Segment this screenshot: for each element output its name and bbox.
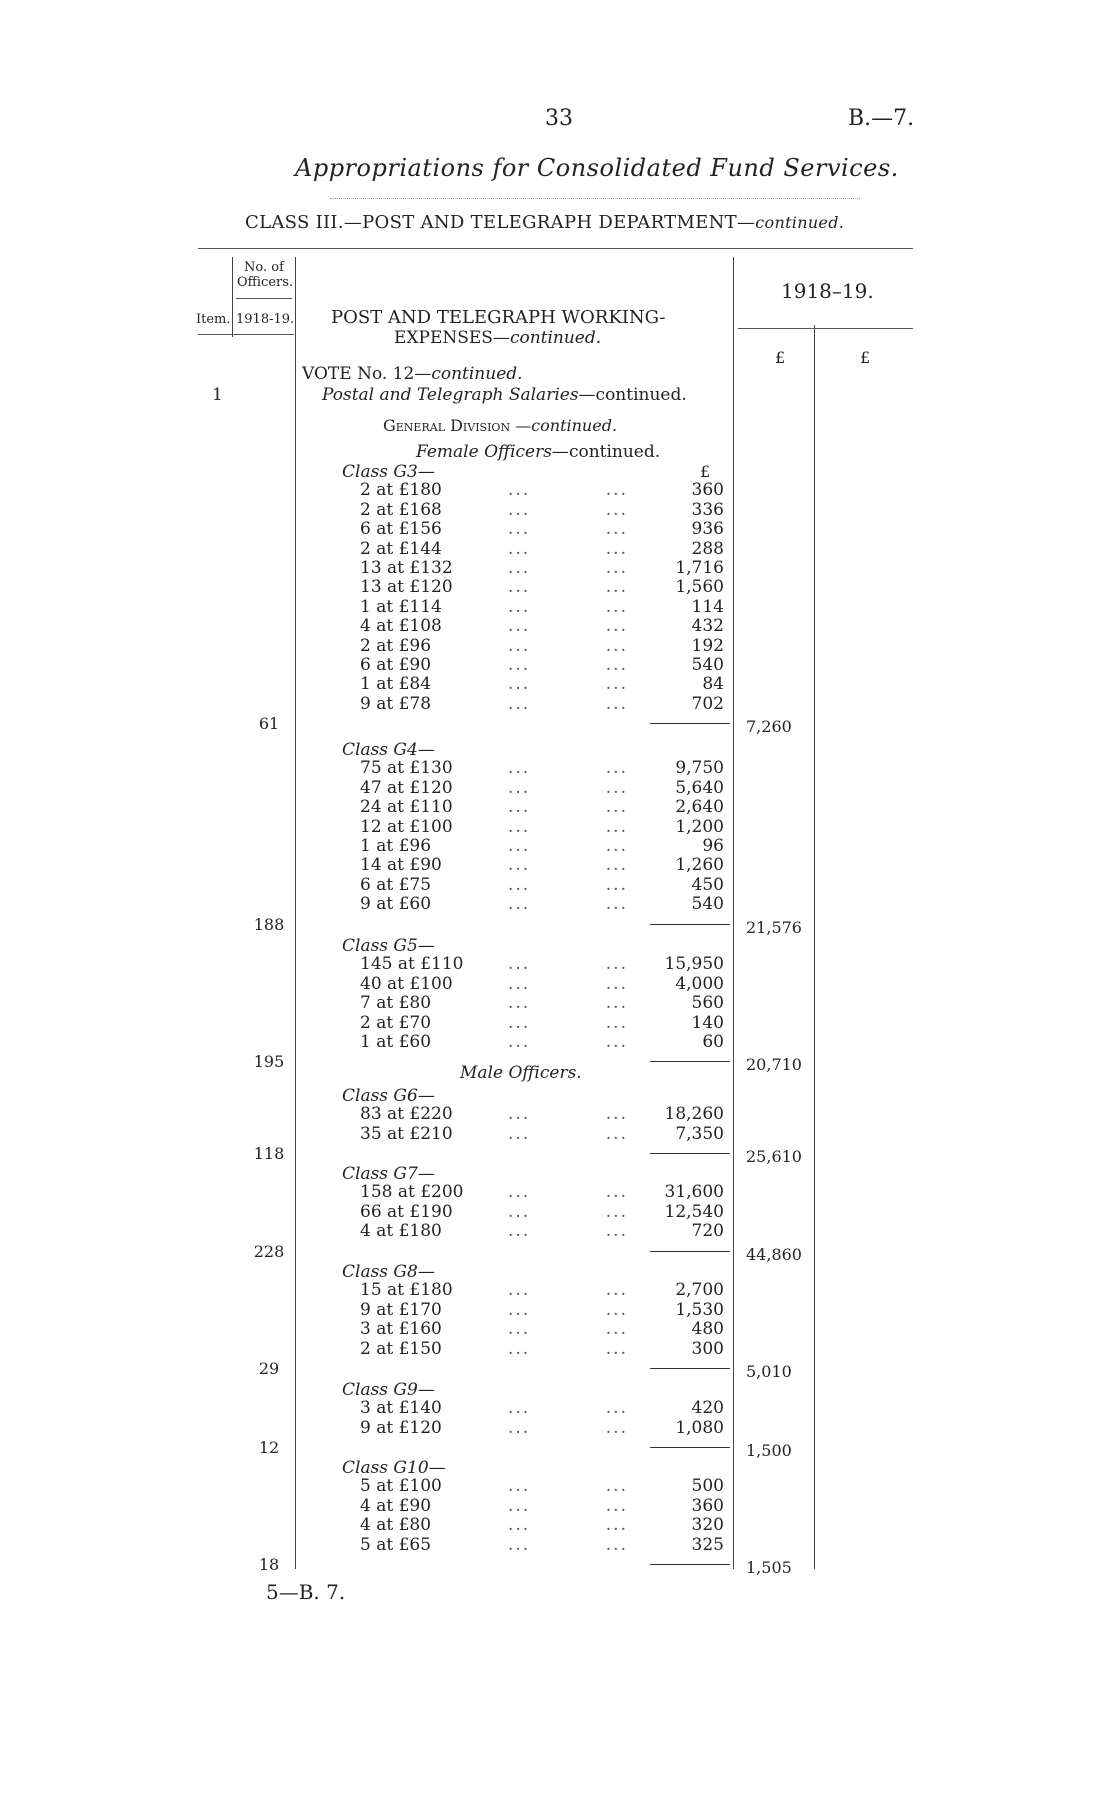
leader-dots: ... ... [508, 1012, 628, 1033]
vote-heading [302, 364, 523, 384]
title-rule [330, 198, 860, 199]
salary-row [0, 501, 1114, 520]
salary-rate: 6 at £75 [360, 874, 432, 895]
pound-column-symbol: £ [700, 462, 711, 481]
leader-dots: ... ... [508, 797, 628, 818]
pound-symbol-2: £ [860, 348, 871, 367]
salary-rate: 3 at £160 [360, 1319, 442, 1340]
salary-row [0, 1222, 1114, 1241]
salary-rate: 4 at £108 [360, 616, 442, 637]
salary-row [0, 1014, 1114, 1033]
salary-rate: 9 at £170 [360, 1299, 442, 1320]
leader-dots: ... ... [508, 973, 628, 994]
salary-amount: 360 [691, 1495, 724, 1516]
leader-dots: ... ... [508, 874, 628, 895]
salary-rate: 75 at £130 [360, 758, 453, 779]
leader-dots: ... ... [508, 894, 628, 915]
salary-row [0, 1105, 1114, 1124]
salary-amount: 1,560 [675, 577, 724, 598]
subtotal-rule [650, 1447, 730, 1448]
salary-amount: 336 [691, 499, 724, 520]
officer-count: 195 [253, 1052, 285, 1072]
leader-dots: ... ... [508, 519, 628, 540]
leader-dots: ... ... [508, 693, 628, 714]
leader-dots: ... ... [508, 1495, 628, 1516]
officer-count: 29 [258, 1359, 280, 1378]
salary-amount: 500 [691, 1476, 724, 1497]
subtotal-rule [650, 924, 730, 925]
section-heading-2 [394, 328, 601, 348]
salary-row [0, 798, 1114, 817]
salary-row [0, 994, 1114, 1013]
salary-row [0, 598, 1114, 617]
class-heading [245, 212, 844, 233]
salaries-heading-cont: continued. [595, 385, 687, 405]
year-big: 1918–19. [781, 279, 874, 303]
vote-heading-main: VOTE No. 12— [302, 364, 432, 384]
salary-row [0, 1125, 1114, 1144]
salary-rate: 7 at £80 [360, 993, 432, 1014]
officers-label-1: No. of [244, 260, 284, 275]
general-division-cont: —continued. [515, 416, 618, 435]
class-heading-cont: continued. [755, 213, 845, 232]
male-officers-heading: Male Officers. [460, 1063, 582, 1083]
class-total: 1,500 [746, 1441, 792, 1461]
section-heading-2-cont: continued. [509, 328, 602, 348]
subtotal-rule [650, 1251, 730, 1252]
class-heading-main: CLASS III.—POST AND TELEGRAPH DEPARTMENT— [245, 212, 756, 233]
section-heading-2-main: EXPENSES— [394, 328, 510, 348]
salary-row [0, 1203, 1114, 1222]
year-small: 1918-19. [236, 312, 295, 327]
salary-amount: 114 [691, 596, 724, 617]
general-division-heading [383, 416, 617, 435]
leader-dots: ... ... [508, 1280, 628, 1301]
salary-amount: 31,600 [664, 1182, 724, 1203]
class-heading-6: Class G9— [342, 1380, 435, 1400]
salaries-heading [322, 385, 687, 405]
leader-dots: ... ... [508, 1221, 628, 1242]
salary-row [0, 1183, 1114, 1202]
leader-dots: ... ... [508, 499, 628, 520]
salary-rate: 1 at £84 [360, 674, 432, 695]
class-heading-3: Class G6— [342, 1086, 435, 1106]
salary-rate: 6 at £156 [360, 519, 442, 540]
item-label: Item. [196, 312, 231, 327]
vote-heading-cont: continued. [431, 364, 523, 384]
salary-rate: 1 at £60 [360, 1032, 432, 1052]
salary-rate: 66 at £190 [360, 1201, 453, 1222]
leader-dots: ... ... [508, 777, 628, 798]
salary-row [0, 1477, 1114, 1496]
salary-rate: 15 at £180 [360, 1280, 453, 1301]
salary-rate: 5 at £65 [360, 1534, 432, 1555]
salary-amount: 480 [691, 1319, 724, 1340]
salary-amount: 2,640 [675, 797, 724, 818]
salary-row [0, 1497, 1114, 1516]
salary-rate: 12 at £100 [360, 816, 453, 837]
salary-row [0, 876, 1114, 895]
table-top-rule [198, 248, 913, 249]
salary-amount: 1,200 [675, 816, 724, 837]
salary-rate: 14 at £90 [360, 855, 442, 876]
leader-dots: ... ... [508, 674, 628, 695]
salary-row [0, 617, 1114, 636]
female-officers-cont: continued. [568, 442, 661, 462]
item-header-rule [198, 334, 294, 335]
salary-amount: 300 [691, 1338, 724, 1359]
class-total: 5,010 [746, 1362, 792, 1381]
class-heading-5: Class G8— [342, 1262, 435, 1282]
leader-dots: ... ... [508, 993, 628, 1014]
officer-count: 61 [258, 714, 280, 734]
class-heading-0: Class G3— [342, 462, 435, 482]
salary-row [0, 675, 1114, 694]
subtotal-rule [650, 1368, 730, 1369]
subtotal-rule [650, 1153, 730, 1154]
leader-dots: ... ... [508, 1299, 628, 1320]
salary-row [0, 1320, 1114, 1339]
leader-dots: ... ... [508, 1417, 628, 1438]
salary-amount: 192 [691, 635, 724, 656]
leader-dots: ... ... [508, 538, 628, 559]
salary-row [0, 837, 1114, 856]
salary-rate: 2 at £96 [360, 635, 432, 656]
salary-amount: 140 [691, 1012, 724, 1033]
leader-dots: ... ... [508, 480, 628, 501]
female-officers-it: Female Officers— [416, 442, 569, 462]
salary-rate: 13 at £120 [360, 577, 453, 598]
class-total: 25,610 [746, 1147, 802, 1167]
leader-dots: ... ... [508, 836, 628, 856]
salary-rate: 35 at £210 [360, 1123, 453, 1144]
salary-rate: 145 at £110 [360, 954, 464, 975]
salary-amount: 1,080 [675, 1417, 724, 1438]
leader-dots: ... ... [508, 1534, 628, 1555]
leader-dots: ... ... [508, 1338, 628, 1359]
class-heading-1: Class G4— [342, 740, 435, 760]
leader-dots: ... ... [508, 616, 628, 637]
salary-amount: 60 [702, 1032, 724, 1052]
salary-rate: 1 at £96 [360, 836, 432, 856]
salary-amount: 15,950 [664, 954, 724, 975]
officer-count: 228 [253, 1241, 285, 1261]
salary-rate: 2 at £150 [360, 1338, 442, 1359]
salary-rate: 13 at £132 [360, 558, 453, 578]
salary-row [0, 559, 1114, 578]
salary-rate: 3 at £140 [360, 1398, 442, 1419]
leader-dots: ... ... [508, 558, 628, 578]
salary-amount: 2,700 [675, 1280, 724, 1301]
class-heading-7: Class G10— [342, 1458, 446, 1478]
leader-dots: ... ... [508, 635, 628, 656]
salary-rate: 158 at £200 [360, 1182, 464, 1203]
salary-rate: 2 at £144 [360, 538, 442, 559]
salary-amount: 7,350 [675, 1123, 724, 1144]
leader-dots: ... ... [508, 1123, 628, 1144]
leader-dots: ... ... [508, 577, 628, 598]
class-total: 1,505 [746, 1558, 792, 1577]
salary-amount: 936 [691, 519, 724, 540]
salary-rate: 1 at £114 [360, 596, 442, 617]
salary-row [0, 1536, 1114, 1555]
salary-amount: 84 [702, 674, 724, 695]
salary-row [0, 1281, 1114, 1300]
salary-amount: 450 [691, 874, 724, 895]
section-heading-1: POST AND TELEGRAPH WORKING- [331, 307, 666, 328]
leader-dots: ... ... [508, 1032, 628, 1052]
item-col-rule [232, 257, 233, 337]
salary-rate: 83 at £220 [360, 1104, 453, 1125]
salary-amount: 432 [691, 616, 724, 637]
class-total: 20,710 [746, 1055, 802, 1075]
salary-amount: 360 [691, 480, 724, 501]
general-division-label: General Division [383, 416, 511, 435]
leader-dots: ... ... [508, 1398, 628, 1419]
salary-row [0, 975, 1114, 994]
leader-dots: ... ... [508, 1515, 628, 1536]
salary-row [0, 856, 1114, 875]
salary-rate: 4 at £90 [360, 1495, 432, 1516]
salary-row [0, 955, 1114, 974]
salary-row [0, 818, 1114, 837]
salary-row [0, 578, 1114, 597]
salary-row [0, 1340, 1114, 1359]
salary-amount: 325 [691, 1534, 724, 1555]
salary-row [0, 481, 1114, 500]
page-number: 33 [545, 106, 573, 131]
salary-row [0, 1399, 1114, 1418]
salary-rate: 9 at £60 [360, 894, 432, 915]
item-number: 1 [212, 385, 223, 405]
salaries-heading-it: Postal and Telegraph Salaries— [322, 385, 596, 405]
salary-row [0, 759, 1114, 778]
salary-rate: 4 at £80 [360, 1515, 432, 1536]
leader-dots: ... ... [508, 855, 628, 876]
salary-amount: 540 [691, 894, 724, 915]
leader-dots: ... ... [508, 816, 628, 837]
class-heading-2: Class G5— [342, 936, 435, 956]
year-header-rule [738, 328, 913, 329]
salary-row [0, 540, 1114, 559]
leader-dots: ... ... [508, 655, 628, 675]
salary-amount: 720 [691, 1221, 724, 1242]
salary-amount: 12,540 [664, 1201, 724, 1222]
salary-row [0, 520, 1114, 539]
female-officers-heading [416, 442, 660, 462]
officer-count: 18 [258, 1555, 280, 1574]
salary-amount: 420 [691, 1398, 724, 1419]
salary-rate: 4 at £180 [360, 1221, 442, 1242]
salary-amount: 4,000 [675, 973, 724, 994]
salary-row [0, 656, 1114, 675]
subtotal-rule [650, 723, 730, 724]
salary-amount: 560 [691, 993, 724, 1014]
leader-dots: ... ... [508, 954, 628, 975]
class-total: 7,260 [746, 717, 792, 737]
salary-row [0, 637, 1114, 656]
leader-dots: ... ... [508, 1319, 628, 1340]
footer-signature: 5—B. 7. [266, 1580, 346, 1604]
officers-label-2: Officers. [237, 275, 294, 290]
salary-amount: 1,530 [675, 1299, 724, 1320]
leader-dots: ... ... [508, 1201, 628, 1222]
class-heading-4: Class G7— [342, 1164, 435, 1184]
officers-header-rule [236, 298, 292, 299]
salary-rate: 6 at £90 [360, 655, 432, 675]
salary-rate: 9 at £78 [360, 693, 432, 714]
leader-dots: ... ... [508, 596, 628, 617]
page-title: Appropriations for Consolidated Fund Services. [295, 154, 899, 182]
salary-rate: 40 at £100 [360, 973, 453, 994]
salary-amount: 96 [702, 836, 724, 856]
salary-amount: 540 [691, 655, 724, 675]
salary-amount: 18,260 [664, 1104, 724, 1125]
officer-count: 12 [258, 1438, 280, 1458]
salary-amount: 5,640 [675, 777, 724, 798]
class-total: 44,860 [746, 1244, 802, 1264]
salary-amount: 288 [691, 538, 724, 559]
subtotal-rule [650, 1061, 730, 1062]
leader-dots: ... ... [508, 1104, 628, 1125]
salary-amount: 702 [691, 693, 724, 714]
salary-rate: 9 at £120 [360, 1417, 442, 1438]
salary-row [0, 1033, 1114, 1052]
salary-row [0, 779, 1114, 798]
salary-row [0, 1516, 1114, 1535]
class-total: 21,576 [746, 917, 802, 937]
leader-dots: ... ... [508, 1476, 628, 1497]
salary-amount: 1,260 [675, 855, 724, 876]
leader-dots: ... ... [508, 1182, 628, 1203]
salary-amount: 320 [691, 1515, 724, 1536]
salary-rate: 2 at £168 [360, 499, 442, 520]
officer-count: 188 [253, 914, 285, 934]
salary-rate: 5 at £100 [360, 1476, 442, 1497]
salary-rate: 24 at £110 [360, 797, 453, 818]
salary-row [0, 895, 1114, 914]
salary-row [0, 1301, 1114, 1320]
salary-amount: 9,750 [675, 758, 724, 779]
officer-count: 118 [253, 1144, 285, 1164]
salary-amount: 1,716 [675, 558, 724, 578]
document-reference: B.—7. [848, 106, 915, 131]
pound-symbol-1: £ [775, 348, 786, 367]
salary-rate: 47 at £120 [360, 777, 453, 798]
leader-dots: ... ... [508, 758, 628, 779]
salary-rate: 2 at £180 [360, 480, 442, 501]
subtotal-rule [650, 1564, 730, 1565]
salary-row [0, 695, 1114, 714]
salary-row [0, 1419, 1114, 1438]
salary-rate: 2 at £70 [360, 1012, 432, 1033]
